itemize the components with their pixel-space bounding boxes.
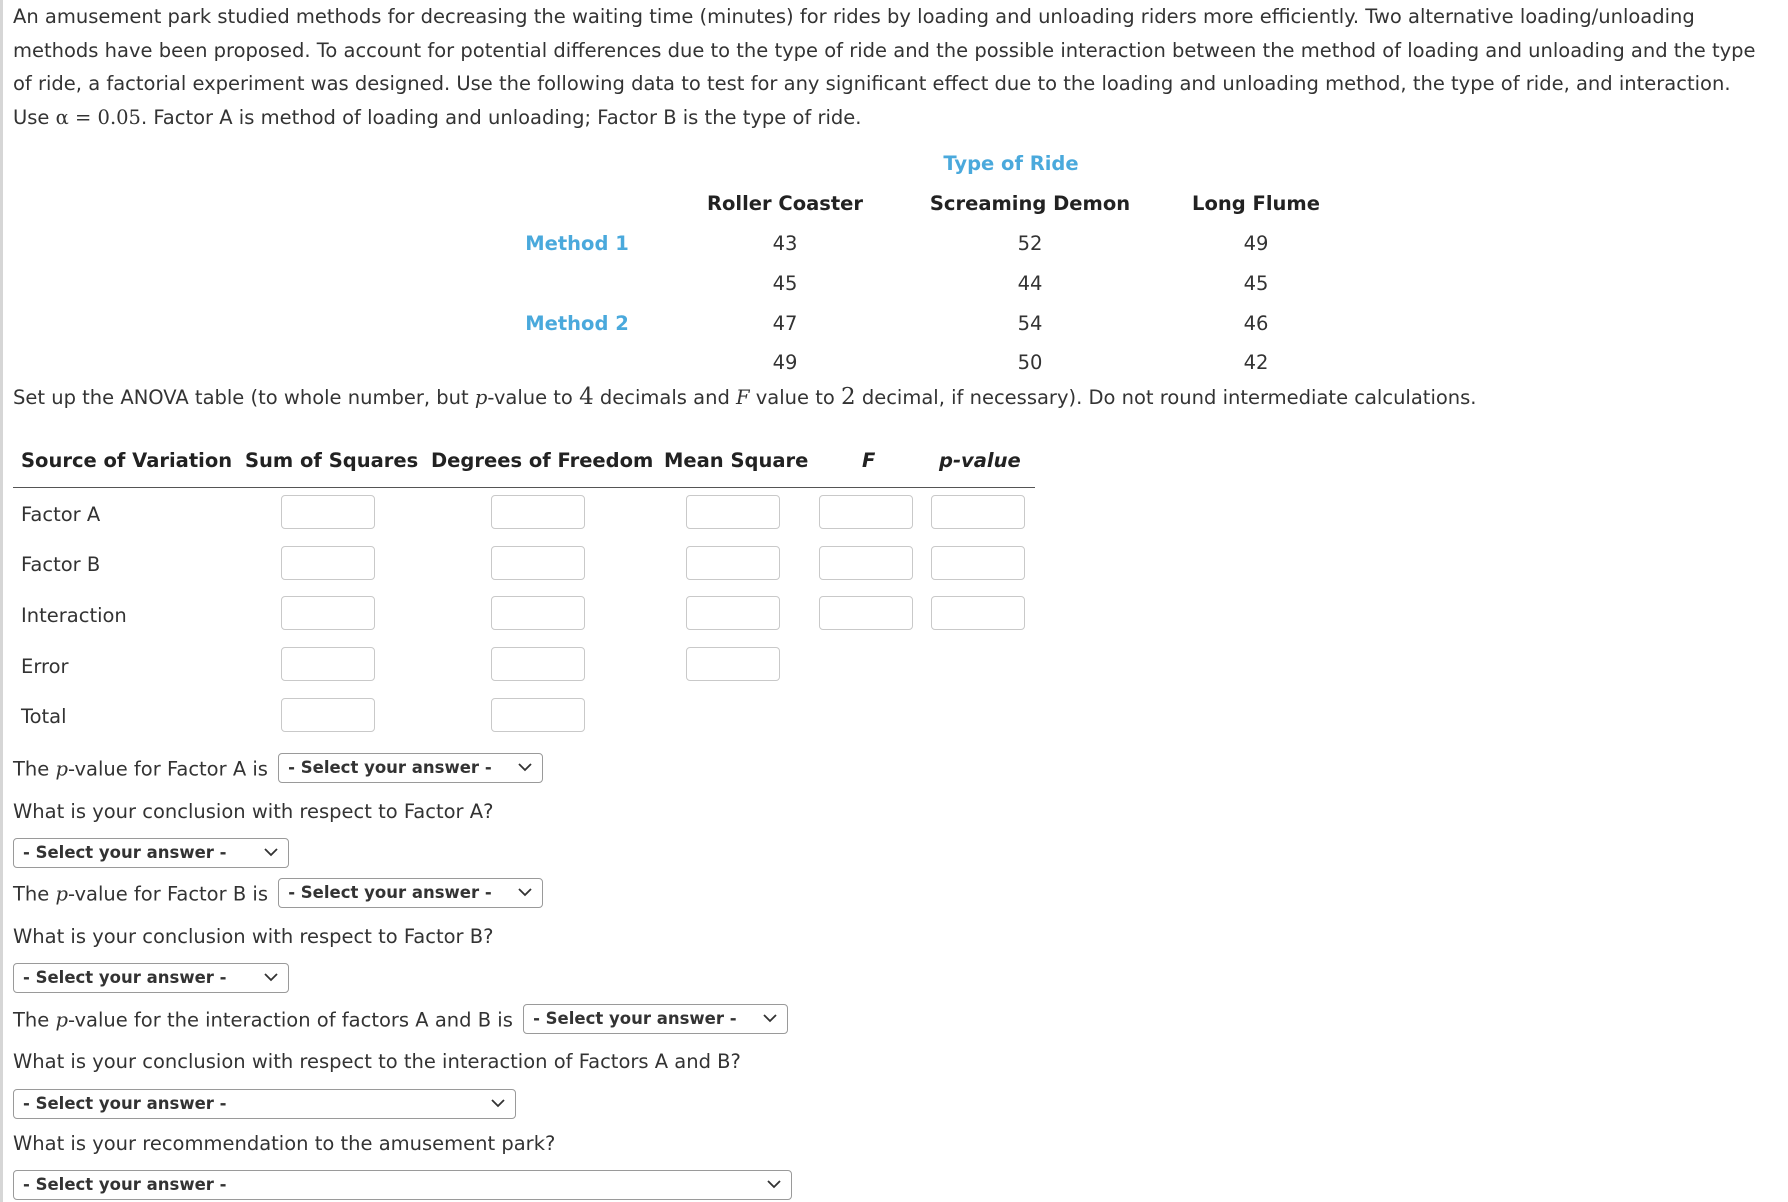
anova-header-rule xyxy=(13,487,1035,488)
df-factor-a-input[interactable] xyxy=(491,495,585,529)
conclusion-factor-a-select[interactable]: - Select your answer - xyxy=(13,838,289,868)
problem-statement xyxy=(13,0,1773,134)
ms-factor-a-input[interactable] xyxy=(686,495,780,529)
pvalue-factor-b-input[interactable] xyxy=(931,546,1025,580)
df-error-input[interactable] xyxy=(491,647,585,681)
data-cell: 45 xyxy=(772,272,798,295)
data-cell: 42 xyxy=(1243,351,1269,374)
question-conclusion-factor-a: What is your conclusion with respect to Factor A? xyxy=(13,800,494,823)
data-cell: 49 xyxy=(1243,232,1269,255)
ms-error-input[interactable] xyxy=(686,647,780,681)
ss-factor-a-input[interactable] xyxy=(281,495,375,529)
method-label: Method 2 xyxy=(525,312,629,335)
anova-row-label: Factor B xyxy=(21,553,101,576)
column-header: Roller Coaster xyxy=(706,192,864,215)
data-cell: 43 xyxy=(772,232,798,255)
anova-row-label: Interaction xyxy=(21,604,127,627)
pvalue-factor-a-input[interactable] xyxy=(931,495,1025,529)
anova-header-ss: Sum of Squares xyxy=(245,449,419,472)
anova-row-label: Factor A xyxy=(21,503,101,526)
pvalue-factor-b-select[interactable]: - Select your answer - xyxy=(278,878,543,908)
question-pvalue-factor-a: The p-value for Factor A is - Select your answer - xyxy=(13,755,543,785)
data-cell: 47 xyxy=(772,312,798,335)
anova-header-source: Source of Variation xyxy=(21,449,233,472)
question-pvalue-factor-b: The p-value for Factor B is - Select your answer - xyxy=(13,880,543,910)
ss-interaction-input[interactable] xyxy=(281,596,375,630)
chevron-down-icon xyxy=(490,1097,506,1109)
anova-header-f: F xyxy=(862,449,876,472)
ms-factor-b-input[interactable] xyxy=(686,546,780,580)
chevron-down-icon xyxy=(766,1178,782,1190)
question-recommendation: What is your recommendation to the amusement park? xyxy=(13,1132,556,1155)
df-factor-b-input[interactable] xyxy=(491,546,585,580)
chevron-down-icon xyxy=(263,971,279,983)
question-conclusion-interaction: What is your conclusion with respect to the interaction of Factors A and B? xyxy=(13,1050,741,1073)
question-conclusion-factor-b: What is your conclusion with respect to Factor B? xyxy=(13,925,494,948)
intro-text: An amusement park studied methods for decreasing the waiting time (minutes) for rides by loading and unloading riders more efficiently. Two alternative loading/unloading methods have been proposed. To account for potential differences due to the type of ride and the possible interaction between the method of loading and unloading and the type of ride, a factorial experiment was designed. Use the following data to test for any significant effect due to the loading and unloading method, the type of ride, and interaction. Use xyxy=(13,5,1756,129)
anova-row-label: Total xyxy=(21,705,67,728)
anova-row-label: Error xyxy=(21,655,69,678)
ss-error-input[interactable] xyxy=(281,647,375,681)
factor-definitions: Factor A is method of loading and unloading; Factor B is the type of ride. xyxy=(153,105,862,129)
anova-header-ms: Mean Square xyxy=(664,449,809,472)
chevron-down-icon xyxy=(517,761,533,773)
chevron-down-icon xyxy=(263,846,279,858)
column-header: Long Flume xyxy=(1192,192,1320,215)
data-cell: 44 xyxy=(1017,272,1043,295)
question-pvalue-interaction: The p-value for the interaction of factors A and B is - Select your answer - xyxy=(13,1006,788,1036)
df-interaction-input[interactable] xyxy=(491,596,585,630)
data-cell: 46 xyxy=(1243,312,1269,335)
left-rule xyxy=(0,0,3,1202)
chevron-down-icon xyxy=(517,886,533,898)
conclusion-factor-b-select[interactable]: - Select your answer - xyxy=(13,963,289,993)
type-of-ride-header: Type of Ride xyxy=(943,152,1079,175)
chevron-down-icon xyxy=(762,1012,778,1024)
recommendation-select[interactable]: - Select your answer - xyxy=(13,1170,792,1200)
anova-header-pvalue: p-value xyxy=(939,449,1021,472)
intro-period: . xyxy=(140,105,148,129)
data-cell: 50 xyxy=(1017,351,1043,374)
data-cell: 54 xyxy=(1017,312,1043,335)
data-cell: 45 xyxy=(1243,272,1269,295)
column-header: Screaming Demon xyxy=(929,192,1131,215)
method-label: Method 1 xyxy=(525,232,629,255)
pvalue-factor-a-select[interactable]: - Select your answer - xyxy=(278,753,543,783)
anova-instruction: Set up the ANOVA table (to whole number, but p-value to 4 decimals and F value to 2 decimal, if necessary). Do not round intermediate calculations. xyxy=(13,384,1477,410)
anova-header-df: Degrees of Freedom xyxy=(431,449,654,472)
alpha-value: α = 0.05 xyxy=(55,105,141,129)
ss-total-input[interactable] xyxy=(281,698,375,732)
conclusion-interaction-select[interactable]: - Select your answer - xyxy=(13,1089,516,1119)
f-factor-a-input[interactable] xyxy=(819,495,913,529)
pvalue-interaction-select[interactable]: - Select your answer - xyxy=(523,1004,788,1034)
pvalue-interaction-input[interactable] xyxy=(931,596,1025,630)
ms-interaction-input[interactable] xyxy=(686,596,780,630)
df-total-input[interactable] xyxy=(491,698,585,732)
f-interaction-input[interactable] xyxy=(819,596,913,630)
ss-factor-b-input[interactable] xyxy=(281,546,375,580)
data-cell: 52 xyxy=(1017,232,1043,255)
f-factor-b-input[interactable] xyxy=(819,546,913,580)
data-cell: 49 xyxy=(772,351,798,374)
